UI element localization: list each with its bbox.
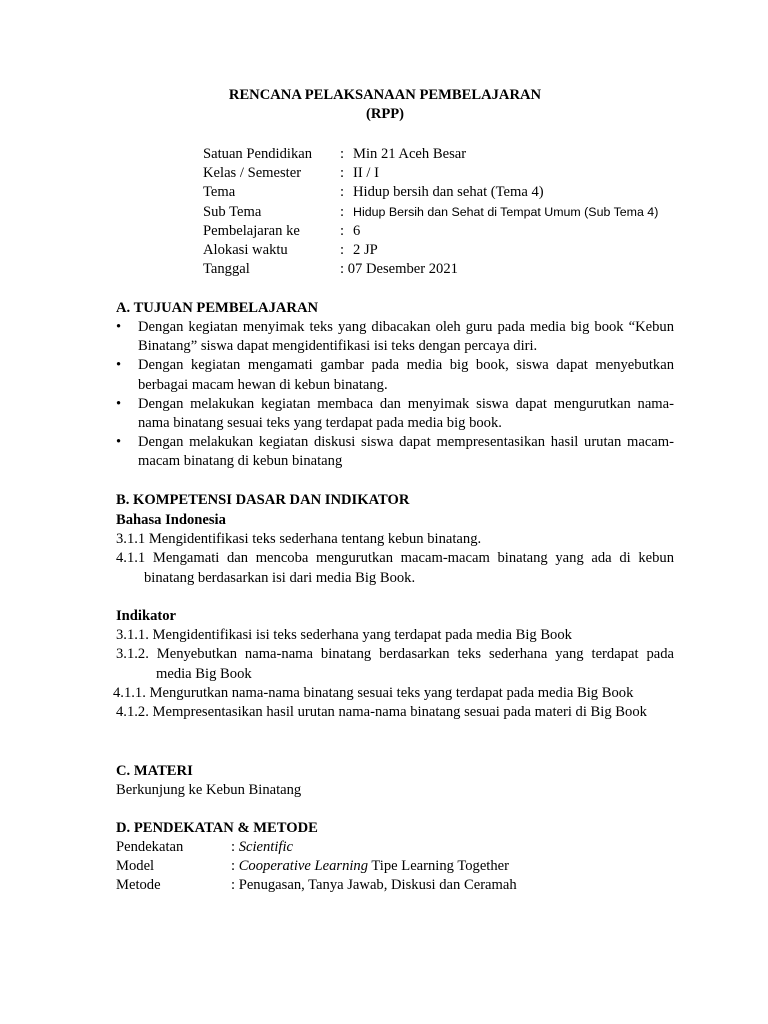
method-row-model <box>116 857 674 876</box>
bullet-icon: • <box>116 434 122 451</box>
info-row-satuan-pendidikan <box>203 145 683 164</box>
info-label: Pembelajaran ke <box>203 222 300 239</box>
bullet-icon: • <box>116 395 122 412</box>
bullet-icon: • <box>116 357 122 374</box>
method-value <box>231 838 293 857</box>
method-rest: Tipe Learning Together <box>368 858 509 875</box>
info-separator: : <box>340 222 345 239</box>
info-label: Tema <box>203 184 236 201</box>
info-label: Satuan Pendidikan <box>203 146 313 162</box>
info-row-kelas-semester <box>203 164 683 183</box>
list-item-text: Dengan kegiatan menyimak teks yang dibacakan oleh guru pada media big book “Kebun Binatang” siswa dapat mengidentifikasi isi teks dengan percaya diri. <box>138 319 674 355</box>
info-value: Hidup Bersih dan Sehat di Tempat Umum (Sub Tema 4) <box>353 204 659 219</box>
indikator-item: 3.1.1. Mengidentifikasi isi teks sederhana yang terdapat pada media Big Book <box>116 627 572 644</box>
document-subtitle: (RPP) <box>365 106 405 122</box>
method-label: Model <box>116 858 155 875</box>
info-separator: : <box>340 241 345 258</box>
info-separator: : <box>340 203 345 220</box>
list-item <box>116 395 674 433</box>
section-b-heading: B. KOMPETENSI DASAR DAN INDIKATOR <box>116 492 410 508</box>
info-row-pembelajaran-ke <box>203 222 683 241</box>
list-item-text: Dengan melakukan kegiatan diskusi siswa dapat mempresentasikan hasil urutan macam-macam binatang di kebun binatang <box>138 434 674 470</box>
learning-objectives-list <box>116 318 674 472</box>
info-row-alokasi-waktu <box>203 241 683 260</box>
method-label: Metode <box>116 877 161 894</box>
list-item <box>116 318 674 356</box>
info-value: II / I <box>353 165 379 182</box>
method-value <box>231 876 517 895</box>
method-label: Pendekatan <box>116 839 184 855</box>
info-label: Alokasi waktu <box>203 241 288 258</box>
list-item <box>116 356 674 394</box>
info-value: Min 21 Aceh Besar <box>353 146 467 162</box>
section-a-heading: A. TUJUAN PEMBELAJARAN <box>116 300 319 316</box>
bullet-icon: • <box>116 319 122 335</box>
indikator-item: 3.1.2. Menyebutkan nama-nama binatang berdasarkan teks sederhana yang terdapat pada media Big Book <box>116 646 674 682</box>
list-item-text: Dengan melakukan kegiatan membaca dan menyimak siswa dapat mengurutkan nama-nama binatang sesuai teks yang terdapat pada media big book. <box>138 395 674 432</box>
info-value: 6 <box>353 222 361 239</box>
list-item-text: Dengan kegiatan mengamati gambar pada media big book, siswa dapat menyebutkan berbagai macam hewan di kebun binatang. <box>138 357 674 393</box>
info-label: Sub Tema <box>203 203 262 220</box>
info-separator: : <box>340 146 345 162</box>
method-prefix: : <box>231 858 239 875</box>
method-prefix: : Penugasan, Tanya Jawab, Diskusi dan Ceramah <box>231 877 517 894</box>
info-value: Hidup bersih dan sehat (Tema 4) <box>353 184 544 201</box>
method-prefix: : <box>231 839 239 855</box>
kompetensi-dasar-block <box>116 511 674 588</box>
method-row-pendekatan <box>116 838 674 857</box>
info-row-tanggal <box>203 260 683 279</box>
info-separator: : <box>340 165 345 182</box>
kd-item: 3.1.1 Mengidentifikasi teks sederhana tentang kebun binatang. <box>116 531 482 548</box>
method-row-metode <box>116 876 674 895</box>
kd-item: 4.1.1 Mengamati dan mencoba mengurutkan macam-macam binatang yang ada di kebun binatang berdasarkan isi dari media Big Book. <box>116 550 674 586</box>
document-title: RENCANA PELAKSANAAN PEMBELAJARAN <box>228 87 542 103</box>
subject-heading: Bahasa Indonesia <box>116 512 226 528</box>
method-italic: Scientific <box>238 839 294 855</box>
info-row-sub-tema <box>203 203 683 222</box>
indikator-item: 4.1.2. Mempresentasikan hasil urutan nama-nama binatang sesuai pada materi di Big Book <box>116 704 647 721</box>
method-table <box>116 838 674 896</box>
indikator-item: 4.1.1. Mengurutkan nama-nama binatang sesuai teks yang terdapat pada media Big Book <box>113 684 634 701</box>
indikator-block <box>113 607 674 722</box>
info-value: 2 JP <box>353 241 378 258</box>
info-value: : 07 Desember 2021 <box>340 261 458 278</box>
method-italic: Cooperative Learning <box>238 858 369 875</box>
info-label: Kelas / Semester <box>203 165 302 182</box>
identity-table <box>203 145 683 279</box>
method-value <box>231 857 509 876</box>
section-d-heading: D. PENDEKATAN & METODE <box>116 820 318 836</box>
info-label: Tanggal <box>203 261 250 278</box>
list-item <box>116 433 674 471</box>
materi-text: Berkunjung ke Kebun Binatang <box>116 782 302 798</box>
indikator-heading: Indikator <box>116 608 177 624</box>
section-c-heading: C. MATERI <box>116 763 193 779</box>
info-separator: : <box>340 184 345 201</box>
info-row-tema <box>203 183 683 202</box>
